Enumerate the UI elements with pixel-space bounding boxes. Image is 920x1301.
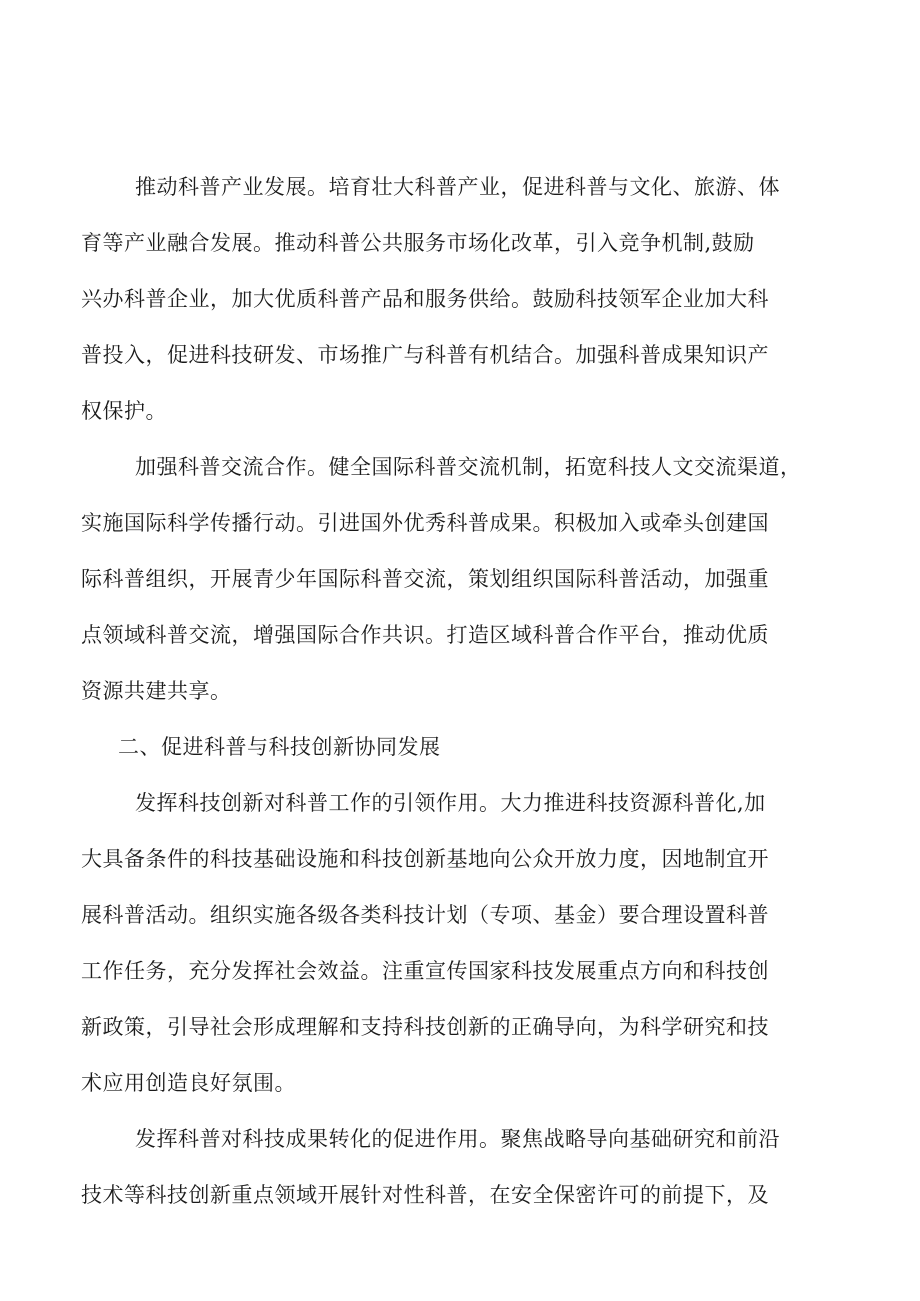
paragraph-line: 新政策，引导社会形成理解和支持科技创新的正确导向，为科学研究和技 [81, 1015, 769, 1039]
paragraph-line: 际科普组织，开展青少年国际科普交流，策划组织国际科普活动，加强重 [81, 567, 769, 591]
section-heading: 二、促进科普与科技创新协同发展 [118, 735, 441, 759]
paragraph-line: 工作任务，充分发挥社会效益。注重宣传国家科技发展重点方向和科技创 [81, 959, 769, 983]
paragraph-line: 展科普活动。组织实施各级各类科技计划（专项、基金）要合理设置科普 [81, 903, 769, 927]
paragraph-line: 加强科普交流合作。健全国际科普交流机制，拓宽科技人文交流渠道， [135, 455, 802, 479]
paragraph-line: 发挥科技创新对科普工作的引领作用。大力推进科技资源科普化,加 [135, 791, 766, 815]
paragraph-line: 发挥科普对科技成果转化的促进作用。聚焦战略导向基础研究和前沿 [135, 1127, 780, 1151]
paragraph-line: 推动科普产业发展。培育壮大科普产业，促进科普与文化、旅游、体 [135, 175, 780, 199]
paragraph-line: 权保护。 [81, 399, 167, 423]
paragraph-line: 术应用创造良好氛围。 [81, 1071, 296, 1095]
paragraph-line: 点领域科普交流，增强国际合作共识。打造区域科普合作平台，推动优质 [81, 623, 769, 647]
paragraph-line: 大具备条件的科技基础设施和科技创新基地向公众开放力度，因地制宜开 [81, 847, 769, 871]
paragraph-line: 兴办科普企业，加大优质科普产品和服务供给。鼓励科技领军企业加大科 [81, 287, 769, 311]
paragraph-line: 实施国际科学传播行动。引进国外优秀科普成果。积极加入或牵头创建国 [81, 511, 769, 535]
paragraph-line: 技术等科技创新重点领域开展针对性科普，在安全保密许可的前提下，及 [81, 1183, 769, 1207]
paragraph-line: 普投入，促进科技研发、市场推广与科普有机结合。加强科普成果知识产 [81, 343, 769, 367]
paragraph-line: 育等产业融合发展。推动科普公共服务市场化改革，引入竞争机制,鼓励 [81, 231, 755, 255]
paragraph-line: 资源共建共享。 [81, 679, 232, 703]
